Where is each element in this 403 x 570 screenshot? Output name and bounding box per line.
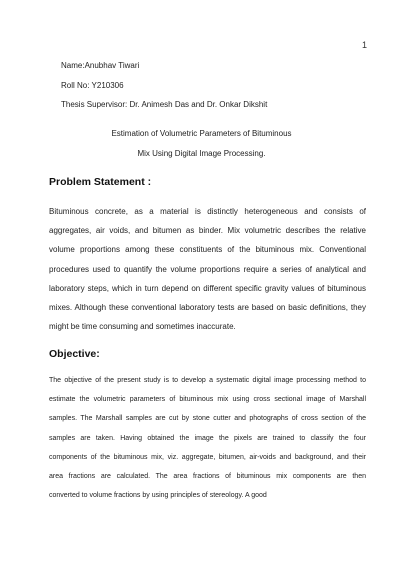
roll-number: Roll No: Y210306 [61,81,124,90]
objective-heading: Objective: [49,348,100,360]
thesis-title-line-2: Mix Using Digital Image Processing. [137,149,266,158]
objective-line: estimate the volumetric parameters of bituminous mix using cross sectional image of Marshall [49,396,366,403]
problem-statement-line: might be time consuming and sometimes inaccurate. [49,322,236,331]
problem-statement-line: mixes. Although these conventional laboratory tests are based on basic definitions, they [49,303,366,312]
problem-statement-line: procedures used to quantify the volume proportions require a series of analytical and [49,265,366,274]
problem-statement-heading: Problem Statement : [49,176,152,188]
problem-statement-line: laboratory steps, which in turn depend on different specific gravity values of bituminous [49,284,366,293]
objective-line: components of the bituminous mix, viz. aggregate, bitumen, air-voids and background, and their [49,454,366,461]
thesis-supervisor: Thesis Supervisor: Dr. Animesh Das and Dr. Onkar Dikshit [61,100,268,109]
problem-statement-line: volume proportions among these constituents of the bituminous mix. Conventional [49,245,366,254]
problem-statement-line: Bituminous concrete, as a material is distinctly heterogeneous and consists of [49,207,366,216]
objective-line: samples are taken. Having obtained the image the pixels are trained to classify the four [49,435,366,442]
objective-line: samples. The Marshall samples are cut by stone cutter and photographs of cross section of the [49,415,366,422]
problem-statement-line: aggregates, air voids, and bitumen as binder. Mix volumetric describes the relative [49,226,366,235]
page-number: 1 [361,40,367,50]
objective-line: The objective of the present study is to develop a systematic digital image processing method to [49,377,366,384]
objective-line: area fractions are calculated. The area fractions of bituminous mix components are then [49,473,366,480]
thesis-title-line-1: Estimation of Volumetric Parameters of Bituminous [111,129,292,138]
objective-line: converted to volume fractions by using principles of stereology. A good [49,492,267,499]
author-name: Name:Anubhav Tiwari [61,61,140,70]
